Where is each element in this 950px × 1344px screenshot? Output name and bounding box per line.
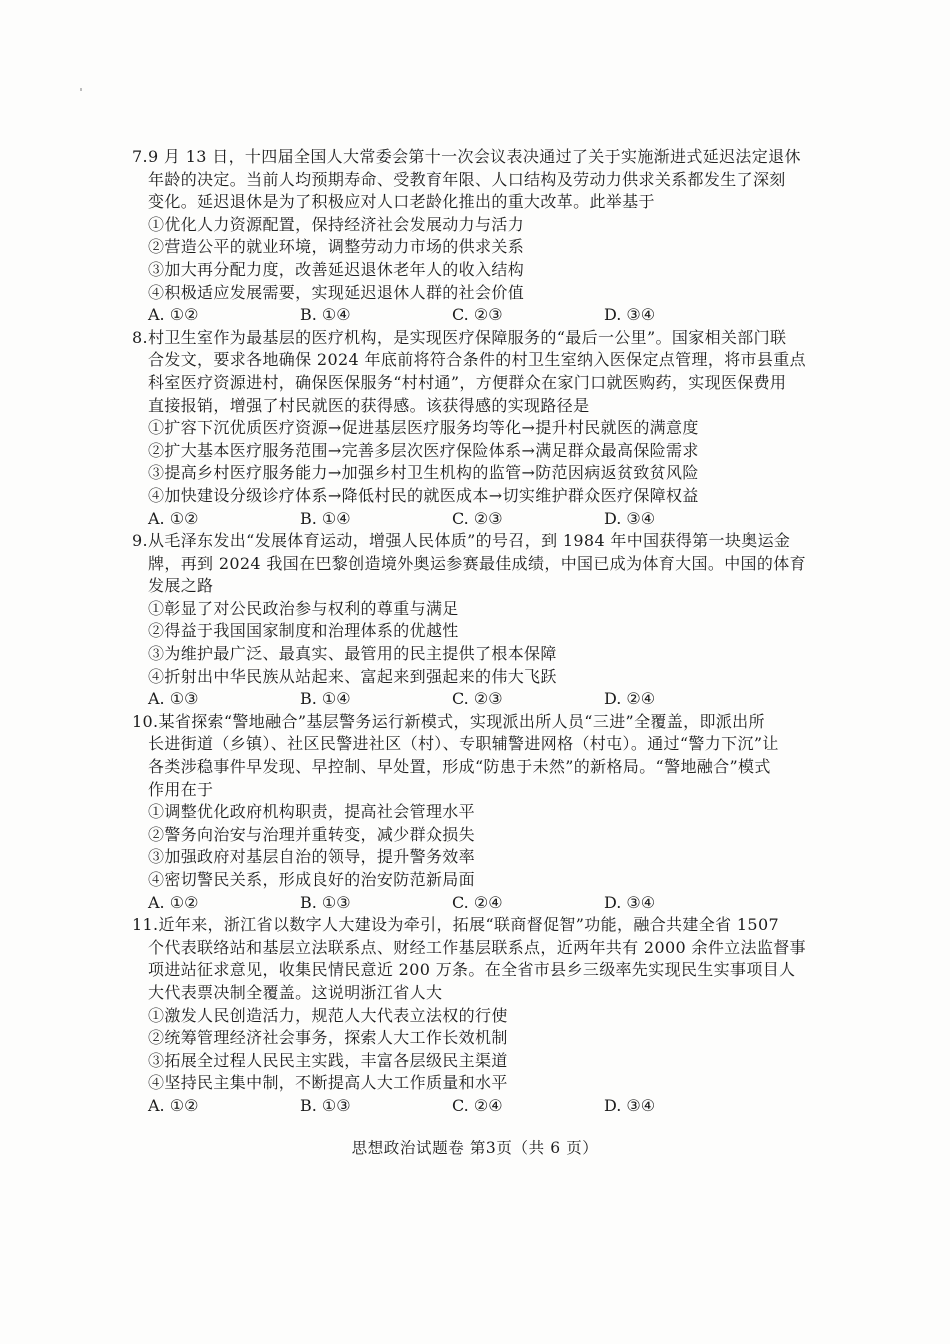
statement-option: ④折射出中华民族从站起来、富起来到强起来的伟大飞跃	[148, 666, 557, 686]
question-stem-line	[132, 191, 822, 214]
statement-option: ④加快建设分级诊疗体系→降低村民的就医成本→切实维护群众医疗保障权益	[148, 485, 699, 505]
answer-choices	[132, 688, 822, 711]
answer-choice[interactable]: D. ③④	[604, 892, 656, 912]
question-stem-line	[132, 327, 822, 350]
stem-text: 村卫生室作为最基层的医疗机构，是实现医疗保障服务的“最后一公里”。国家相关部门联	[147, 327, 787, 347]
question-8	[132, 327, 822, 530]
answer-choice[interactable]: C. ②③	[452, 508, 503, 528]
question-stem-line	[132, 553, 822, 576]
answer-choice[interactable]: D. ③④	[604, 508, 656, 528]
statement-option: ②扩大基本医疗服务范围→完善多层次医疗保险体系→满足群众最高保险需求	[148, 440, 699, 460]
statement-option: ④密切警民关系，形成良好的治安防范新局面	[148, 870, 476, 889]
stem-text: 合发文，要求各地确保 2024 年底前将符合条件的村卫生室纳入医保定点管理，将市县重点	[148, 350, 806, 370]
statement-option: ④积极适应发展需要，实现延迟退休人群的社会价值	[148, 282, 525, 302]
answer-choice[interactable]: C. ②④	[452, 1095, 503, 1115]
stem-text: 作用在于	[148, 779, 214, 799]
statement-option: ①优化人力资源配置，保持经济社会发展动力与活力	[148, 214, 525, 234]
question-list	[132, 146, 822, 1118]
question-stem-line	[132, 395, 822, 418]
statement-option: ③加强政府对基层自治的领导，提升警务效率	[148, 847, 476, 867]
question-number: 8.	[132, 327, 148, 347]
stem-text: 9 月 13 日，十四届全国人大常委会第十一次会议表决通过了关于实施渐进式延迟法定退休	[147, 147, 801, 166]
question-stem-line	[132, 372, 822, 395]
stem-text: 某省探索“警地融合”基层警务运行新模式，实现派出所人员“三进”全覆盖，即派出所	[158, 711, 765, 731]
question-stem-line	[132, 937, 822, 960]
answer-choice[interactable]: B. ①④	[300, 305, 351, 325]
question-stem-line	[132, 982, 822, 1005]
statement-option: ①扩容下沉优质医疗资源→促进基层医疗服务均等化→提升村民就医的满意度	[148, 418, 699, 438]
statement-option: ③为维护最广泛、最真实、最管用的民主提供了根本保障	[148, 644, 557, 664]
answer-choice[interactable]: A. ①②	[148, 508, 199, 528]
statement-option: ③拓展全过程人民民主实践，丰富各层级民主渠道	[148, 1050, 508, 1070]
answer-choices	[132, 508, 822, 531]
question-stem-line	[132, 146, 822, 169]
answer-choice[interactable]: D. ③④	[604, 305, 656, 325]
statement-option: ①激发人民创造活力，规范人大代表立法权的行使	[148, 1005, 508, 1025]
answer-choice[interactable]: B. ①④	[300, 508, 351, 528]
stem-text: 项进站征求意见，收集民情民意近 200 万条。在全省市县乡三级率先实现民生实事项目人	[148, 960, 796, 980]
statement-option: ①彰显了对公民政治参与权利的尊重与满足	[148, 598, 459, 618]
question-10	[132, 711, 822, 914]
answer-choice[interactable]: C. ②③	[452, 689, 503, 709]
question-number: 7.	[132, 147, 148, 166]
answer-choice[interactable]: A. ①②	[148, 305, 199, 325]
question-number: 11.	[132, 915, 159, 935]
question-stem-line	[132, 349, 822, 372]
answer-choice[interactable]: C. ②④	[452, 892, 503, 912]
statement-option: ②营造公平的就业环境，调整劳动力市场的供求关系	[148, 237, 525, 257]
statement-option: ②统筹管理经济社会事务，探索人大工作长效机制	[148, 1028, 508, 1048]
answer-choices	[132, 892, 822, 915]
question-9	[132, 530, 822, 711]
statement-option: ②警务向治安与治理并重转变，减少群众损失	[148, 824, 476, 844]
statement-option: ②得益于我国国家制度和治理体系的优越性	[148, 621, 459, 641]
answer-choice[interactable]: B. ①④	[300, 689, 351, 709]
page-footer: 思想政治试题卷 第3页（共 6 页）	[351, 1139, 599, 1157]
stem-text: 近年来，浙江省以数字人大建设为牵引，拓展“联商督促智”功能，融合共建全省 1507	[158, 915, 780, 935]
question-number: 9.	[132, 531, 148, 551]
question-stem-line	[132, 914, 822, 937]
question-stem-line	[132, 575, 822, 598]
scan-speck	[80, 88, 82, 91]
question-stem-line	[132, 530, 822, 553]
stem-text: 牌，再到 2024 我国在巴黎创造境外奥运参赛最佳成绩，中国已成为体育大国。中国的体育	[148, 553, 806, 573]
question-7	[132, 146, 822, 327]
question-stem-line	[132, 733, 822, 756]
statement-option: ①调整优化政府机构职责，提高社会管理水平	[148, 802, 476, 822]
question-11	[132, 914, 822, 1117]
answer-choice[interactable]: B. ①③	[300, 892, 351, 912]
answer-choice[interactable]: D. ②④	[604, 689, 656, 709]
question-stem-line	[132, 169, 822, 192]
stem-text: 各类涉稳事件早发现、早控制、早处置，形成“防患于未然”的新格局。“警地融合”模式	[148, 757, 771, 777]
stem-text: 大代表票决制全覆盖。这说明浙江省人大	[148, 982, 443, 1002]
answer-choice[interactable]: A. ①②	[148, 1095, 199, 1115]
answer-choice[interactable]: C. ②③	[452, 305, 503, 325]
question-stem-line	[132, 756, 822, 779]
answer-choice[interactable]: B. ①③	[300, 1095, 351, 1115]
question-number: 10.	[132, 711, 159, 731]
answer-choices	[132, 304, 822, 327]
stem-text: 直接报销，增强了村民就医的获得感。该获得感的实现路径是	[148, 395, 590, 415]
statement-option: ③提高乡村医疗服务能力→加强乡村卫生机构的监管→防范因病返贫致贫风险	[148, 463, 699, 483]
answer-choice[interactable]: D. ③④	[604, 1095, 656, 1115]
stem-text: 发展之路	[148, 576, 214, 596]
question-stem-line	[132, 779, 822, 802]
stem-text: 年龄的决定。当前人均预期寿命、受教育年限、人口结构及劳动力供求关系都发生了深刻	[148, 169, 786, 189]
stem-text: 从毛泽东发出“发展体育运动，增强人民体质”的号召，到 1984 年中国获得第一块奥运金	[147, 531, 791, 551]
answer-choice[interactable]: A. ①②	[148, 892, 199, 912]
question-stem-line	[132, 959, 822, 982]
question-stem-line	[132, 711, 822, 734]
statement-option: ④坚持民主集中制，不断提高人大工作质量和水平	[148, 1073, 508, 1093]
stem-text: 变化。延迟退休是为了积极应对人口老龄化推出的重大改革。此举基于	[148, 192, 655, 212]
statement-option: ③加大再分配力度，改善延迟退休老年人的收入结构	[148, 259, 525, 279]
stem-text: 科室医疗资源进村，确保医保服务“村村通”，方便群众在家门口就医购药，实现医保费用	[148, 372, 787, 392]
stem-text: 个代表联络站和基层立法联系点、财经工作基层联系点，近两年共有 2000 余件立法监督事	[148, 937, 806, 957]
answer-choice[interactable]: A. ①③	[148, 689, 199, 709]
stem-text: 长进街道（乡镇）、社区民警进社区（村）、专职辅警进网格（村屯）。通过“警力下沉”让	[148, 734, 779, 754]
answer-choices	[132, 1095, 822, 1118]
